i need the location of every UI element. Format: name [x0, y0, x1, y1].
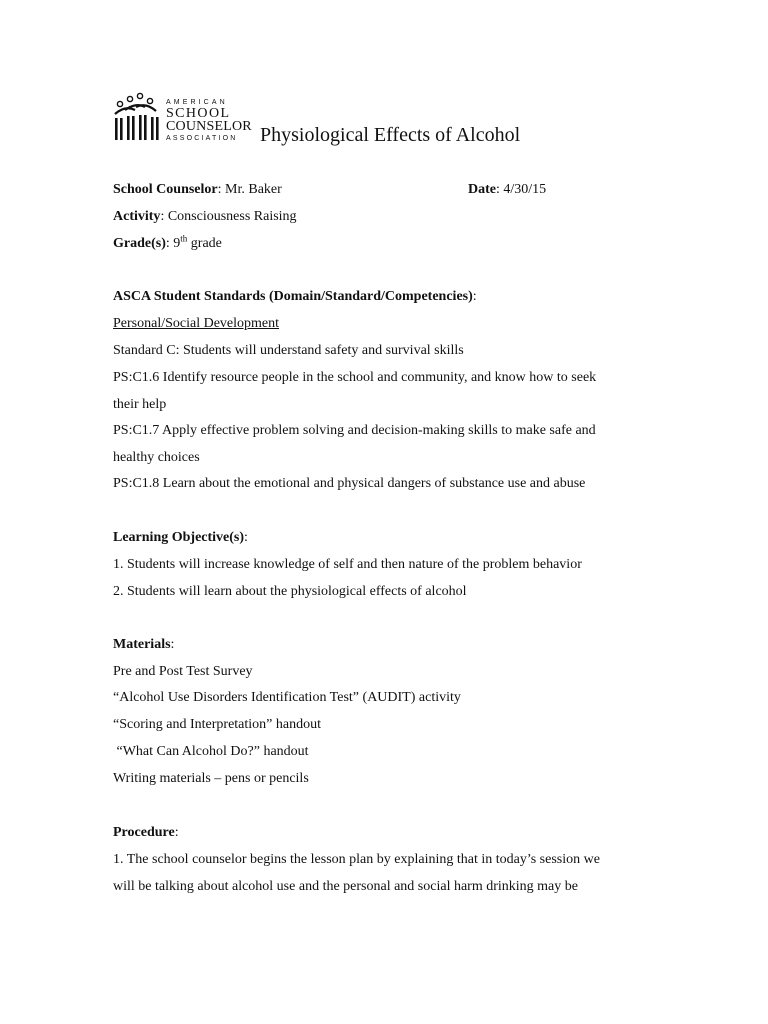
- grade-label: Grade(s): [113, 236, 166, 251]
- counselor-value: : Mr. Baker: [217, 182, 282, 197]
- standards-heading: [113, 289, 477, 305]
- standards-heading-colon: :: [472, 289, 477, 304]
- materials-item: Pre and Post Test Survey: [113, 664, 253, 679]
- activity-value: : Consciousness Raising: [160, 209, 297, 224]
- logo-wordmark: [166, 99, 252, 142]
- procedure-line: 1. The school counselor begins the lesson plan by explaining that in today’s session we: [113, 852, 600, 867]
- document-header: [112, 92, 712, 152]
- procedure-heading-colon: :: [174, 825, 179, 840]
- procedure-line: will be talking about alcohol use and the personal and social harm drinking may be: [113, 879, 578, 894]
- materials-heading-text: Materials: [113, 637, 171, 652]
- procedure-heading-text: Procedure: [113, 825, 175, 840]
- grade-suffix: grade: [187, 236, 222, 251]
- standards-line: Standard C: Students will understand safety and survival skills: [113, 343, 464, 358]
- logo-line-counselor: COUNSELOR: [166, 119, 252, 134]
- standards-line: healthy choices: [113, 450, 200, 465]
- logo-line-american: AMERICAN: [166, 99, 228, 106]
- objective-item: 1. Students will increase knowledge of self and then nature of the problem behavior: [113, 557, 582, 572]
- grade-line: [113, 233, 222, 252]
- document-title: Physiological Effects of Alcohol: [260, 124, 521, 146]
- counselor-line: [113, 182, 282, 198]
- materials-heading: [113, 637, 174, 653]
- standards-line: PS:C1.7 Apply effective problem solving and decision-making skills to make safe and: [113, 423, 596, 438]
- objectives-heading-colon: :: [244, 530, 248, 545]
- activity-line: [113, 209, 297, 225]
- date-line: [468, 182, 546, 198]
- procedure-heading: [113, 825, 179, 841]
- standards-domain: Personal/Social Development: [113, 316, 280, 331]
- logo-line-association: ASSOCIATION: [166, 135, 238, 142]
- materials-heading-colon: :: [170, 637, 175, 652]
- standards-line: PS:C1.8 Learn about the emotional and physical dangers of substance use and abuse: [113, 476, 586, 491]
- counselor-label: School Counselor: [113, 182, 218, 197]
- materials-item: “Alcohol Use Disorders Identification Test” (AUDIT) activity: [113, 690, 461, 705]
- logo-line-school: SCHOOL: [166, 106, 231, 121]
- standards-heading-text: ASCA Student Standards (Domain/Standard/Competencies): [113, 289, 473, 304]
- objective-item: 2. Students will learn about the physiological effects of alcohol: [113, 584, 467, 599]
- asca-logo-icon: [112, 92, 166, 144]
- materials-item: “What Can Alcohol Do?” handout: [113, 744, 309, 759]
- standards-line: PS:C1.6 Identify resource people in the school and community, and know how to seek: [113, 370, 597, 385]
- standards-line: their help: [113, 397, 167, 412]
- date-value: : 4/30/15: [496, 182, 547, 197]
- activity-label: Activity: [113, 209, 161, 224]
- materials-item: Writing materials – pens or pencils: [113, 771, 309, 786]
- date-label: Date: [468, 182, 496, 197]
- grade-superscript: th: [180, 233, 188, 244]
- materials-item: “Scoring and Interpretation” handout: [113, 717, 321, 732]
- grade-prefix: : 9: [165, 236, 181, 251]
- asca-logo: [112, 92, 252, 148]
- objectives-heading-text: Learning Objective(s): [113, 530, 245, 545]
- objectives-heading: [113, 530, 248, 546]
